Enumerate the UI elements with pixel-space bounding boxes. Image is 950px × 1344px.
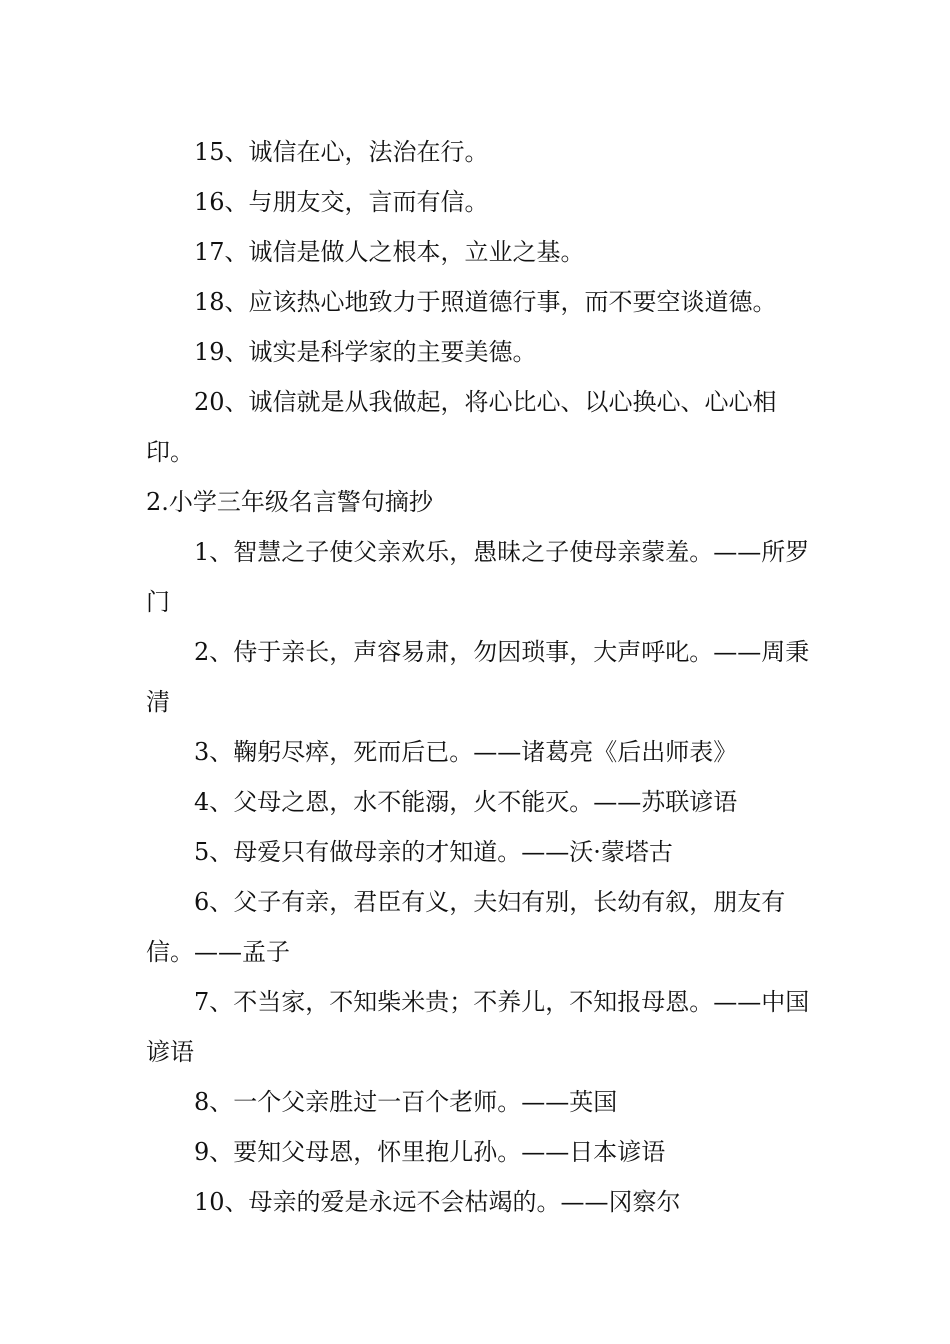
document-body — [146, 127, 810, 1227]
quote-item: 9、要知父母恩，怀里抱儿孙。——日本谚语 — [194, 1138, 666, 1166]
list-item: 19、诚实是科学家的主要美德。 — [194, 338, 537, 366]
list-item: 17、诚信是做人之根本，立业之基。 — [194, 238, 585, 266]
quote-item: 6、父子有亲，君臣有义，夫妇有别，长幼有叙，朋友有信。——孟子 — [146, 888, 786, 966]
quote-item: 10、母亲的爱是永远不会枯竭的。——冈察尔 — [194, 1188, 681, 1216]
list-item: 15、诚信在心，法治在行。 — [194, 138, 489, 166]
quote-item: 1、智慧之子使父亲欢乐，愚昧之子使母亲蒙羞。——所罗门 — [146, 538, 810, 616]
quote-item: 8、一个父亲胜过一百个老师。——英国 — [194, 1088, 618, 1116]
quote-item: 5、母爱只有做母亲的才知道。——沃·蒙塔古 — [194, 838, 673, 866]
quote-item: 2、侍于亲长，声容易肃，勿因琐事，大声呼叱。——周秉清 — [146, 638, 810, 716]
quote-item: 4、父母之恩，水不能溺，火不能灭。——苏联谚语 — [194, 788, 738, 816]
quote-item: 3、鞠躬尽瘁，死而后已。——诸葛亮《后出师表》 — [194, 738, 738, 766]
quote-item: 7、不当家，不知柴米贵；不养儿，不知报母恩。——中国谚语 — [146, 988, 810, 1066]
section-heading: 2.小学三年级名言警句摘抄 — [146, 488, 433, 516]
list-item: 20、诚信就是从我做起，将心比心、以心换心、心心相印。 — [146, 388, 777, 466]
list-item: 16、与朋友交，言而有信。 — [194, 188, 489, 216]
list-item: 18、应该热心地致力于照道德行事，而不要空谈道德。 — [194, 288, 777, 316]
